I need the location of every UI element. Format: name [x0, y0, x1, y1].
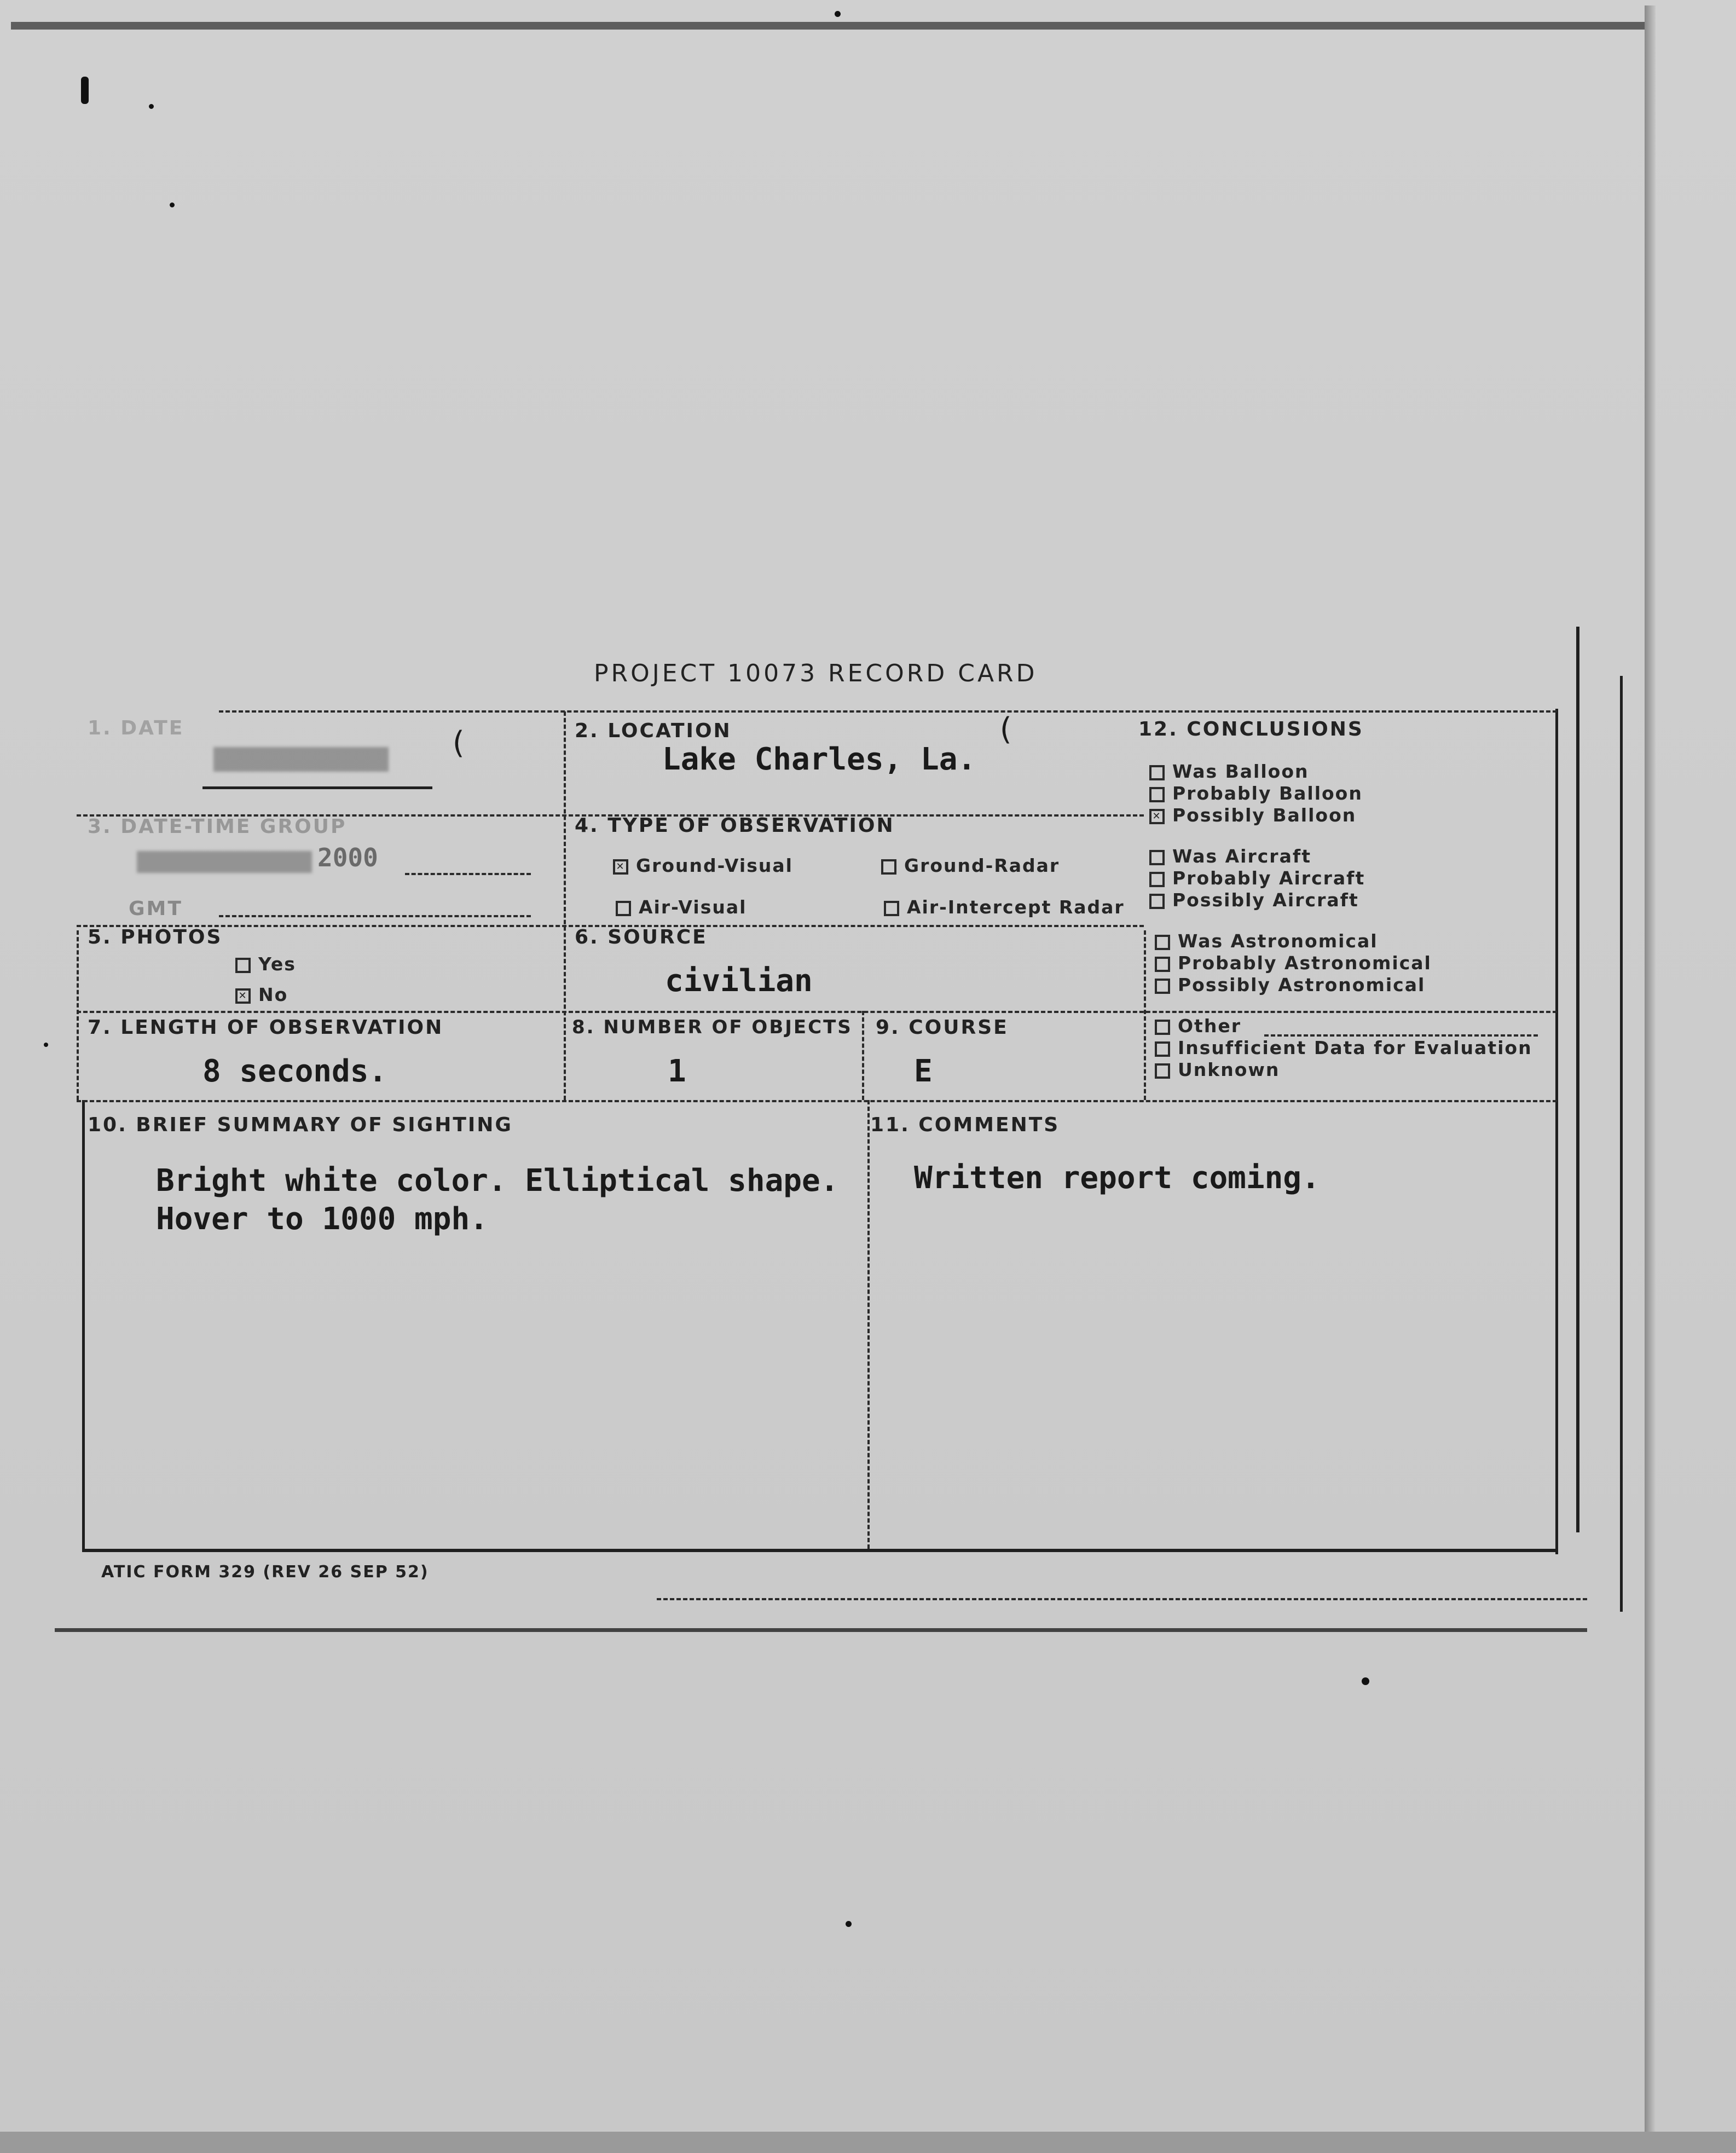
col-divider-conclusions	[1144, 930, 1146, 1100]
summary-label: 10. BRIEF SUMMARY OF SIGHTING	[88, 1114, 513, 1136]
card-left-border-upper	[77, 930, 79, 1100]
conclusion-was-aircraft: Was Aircraft	[1149, 846, 1311, 867]
scan-speck	[149, 104, 154, 109]
objects-label: 8. NUMBER OF OBJECTS	[572, 1016, 853, 1038]
scan-right-edge	[1645, 5, 1656, 2151]
conclusion-insufficient-data: Insufficient Data for Evaluation	[1155, 1037, 1532, 1058]
card-bottom-shadow-dash	[657, 1598, 1587, 1600]
scan-speck	[835, 11, 841, 17]
card-right-border	[1555, 709, 1558, 1554]
location-value: Lake Charles, La.	[662, 742, 976, 777]
checkbox-icon	[1155, 979, 1170, 994]
datetime-value-smudge	[137, 851, 312, 873]
length-label: 7. LENGTH OF OBSERVATION	[88, 1016, 444, 1039]
checkbox-icon	[1155, 1041, 1170, 1057]
conclusion-possibly-balloon: ✕Possibly Balloon	[1149, 805, 1356, 826]
date-value-smudge	[213, 747, 389, 772]
card-bottom-border	[82, 1549, 1558, 1552]
datetime-underline	[405, 873, 531, 875]
checkbox-checked-icon	[613, 859, 628, 875]
conclusion-possibly-aircraft: Possibly Aircraft	[1149, 889, 1359, 911]
type-ground-radar: Ground-Radar	[881, 855, 1060, 876]
conclusion-possibly-astronomical: Possibly Astronomical	[1155, 974, 1425, 996]
col-divider-comments	[867, 1100, 870, 1549]
col-divider-left	[564, 711, 566, 1100]
conclusion-probably-astronomical: Probably Astronomical	[1155, 952, 1432, 974]
source-label: 6. SOURCE	[575, 926, 708, 948]
photos-label: 5. PHOTOS	[88, 926, 223, 948]
checkbox-icon	[1149, 894, 1165, 909]
checkbox-icon	[1149, 850, 1165, 865]
conclusion-was-astronomical: Was Astronomical	[1155, 930, 1378, 952]
scan-bottom-edge	[0, 2132, 1736, 2153]
card-bottom-shadow	[55, 1628, 1587, 1632]
scan-speck	[81, 77, 89, 104]
card-right-far-border	[1620, 676, 1623, 1612]
summary-line-2: Hover to 1000 mph.	[156, 1201, 488, 1237]
conclusion-was-balloon: Was Balloon	[1149, 761, 1309, 782]
conclusion-other: Other	[1155, 1015, 1241, 1037]
summary-line-1: Bright white color. Elliptical shape.	[156, 1163, 839, 1199]
gmt-underline	[219, 915, 531, 917]
checkbox-icon	[235, 958, 251, 973]
source-value: civilian	[665, 963, 813, 999]
course-label: 9. COURSE	[876, 1016, 1009, 1039]
objects-value: 1	[668, 1054, 686, 1089]
conclusions-label: 12. CONCLUSIONS	[1138, 718, 1364, 740]
length-value: 8 seconds.	[202, 1054, 387, 1089]
checkbox-icon	[1149, 787, 1165, 802]
conclusion-probably-aircraft: Probably Aircraft	[1149, 867, 1365, 889]
scan-top-edge	[11, 22, 1647, 30]
checkbox-icon	[1155, 957, 1170, 972]
bracket-mark: (	[449, 725, 467, 761]
conclusion-unknown: Unknown	[1155, 1059, 1280, 1080]
card-top-border	[219, 710, 1557, 713]
card-right-outer-border	[1576, 627, 1579, 1532]
checkbox-icon	[884, 901, 899, 916]
checkbox-icon	[1149, 872, 1165, 887]
location-label: 2. LOCATION	[575, 720, 732, 742]
type-ground-visual: ✕Ground-Visual	[613, 855, 793, 876]
checkbox-icon	[1155, 1063, 1170, 1079]
other-underline	[1264, 1034, 1538, 1037]
datetime-label: 3. DATE-TIME GROUP	[88, 815, 347, 838]
comments-label: 11. COMMENTS	[870, 1114, 1060, 1136]
photos-yes: Yes	[235, 953, 296, 975]
checkbox-icon	[1149, 765, 1165, 780]
type-of-observation-label: 4. TYPE OF OBSERVATION	[575, 814, 895, 837]
checkbox-icon	[616, 901, 631, 916]
row-divider-3	[77, 1011, 1557, 1013]
type-air-visual: Air-Visual	[616, 896, 747, 918]
row-divider-4	[77, 1100, 1557, 1102]
date-label: 1. DATE	[88, 717, 184, 739]
type-air-intercept-radar: Air-Intercept Radar	[884, 896, 1125, 918]
card-left-border	[82, 1100, 85, 1552]
gmt-label: GMT	[129, 898, 183, 920]
datetime-value: 2000	[317, 843, 378, 872]
checkbox-checked-icon	[235, 988, 251, 1004]
scan-speck	[44, 1043, 48, 1047]
bracket-mark: (	[996, 711, 1015, 747]
checkbox-icon	[881, 859, 896, 875]
form-id: ATIC FORM 329 (REV 26 SEP 52)	[101, 1562, 429, 1582]
course-value: E	[914, 1054, 933, 1089]
conclusion-probably-balloon: Probably Balloon	[1149, 783, 1363, 804]
col-divider-course	[862, 1011, 864, 1100]
scan-speck	[1362, 1677, 1369, 1685]
scan-speck	[170, 202, 175, 207]
checkbox-icon	[1155, 1020, 1170, 1035]
date-underline	[202, 786, 432, 789]
checkbox-icon	[1155, 935, 1170, 950]
card-title: PROJECT 10073 RECORD CARD	[594, 659, 1038, 687]
comments-value: Written report coming.	[914, 1160, 1320, 1196]
scan-speck	[846, 1921, 852, 1927]
photos-no: ✕No	[235, 984, 288, 1005]
checkbox-checked-icon	[1149, 809, 1165, 824]
